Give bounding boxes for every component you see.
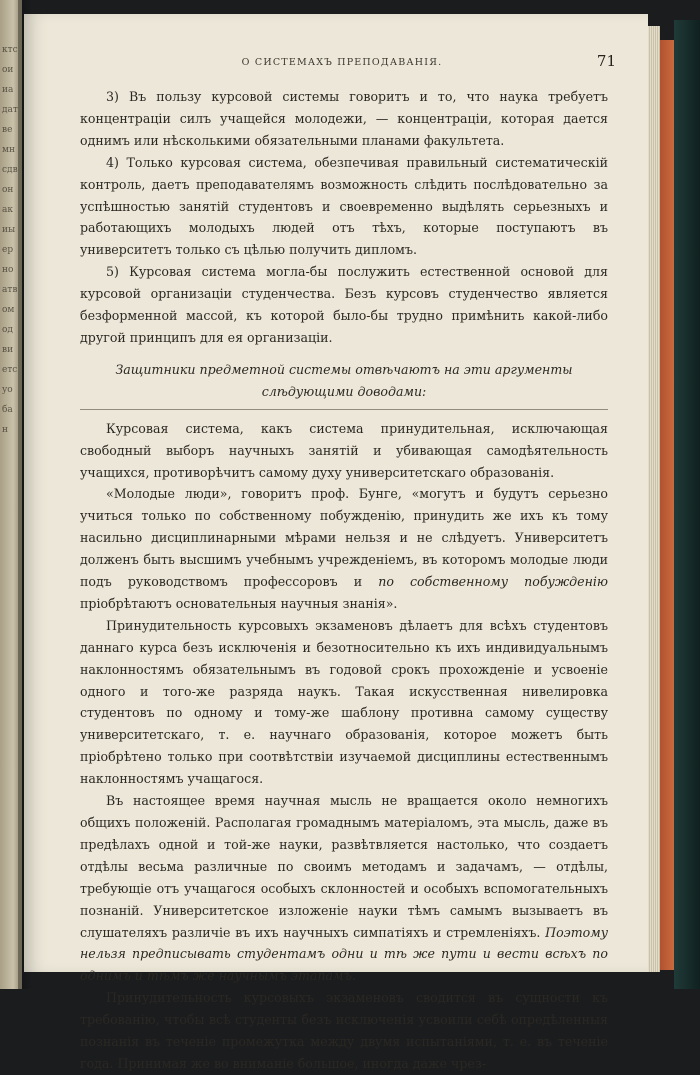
section-divider [80, 409, 608, 410]
paragraph-scientific-thought [80, 790, 608, 987]
quote-text-end: пріобрѣтаютъ основательныя научныя знанія». [80, 595, 398, 611]
thought-italic: Поэтому нельзя предписывать студентамъ одни и тѣ же пути и вести всѣхъ по однимъ и тѣмъ же научнымъ этапамъ. [80, 924, 608, 984]
lead-in-italic: Защитники предметной системы отвѣчаютъ на эти аргументы слѣдующими доводами: [115, 361, 573, 399]
book-cover-edge [660, 40, 674, 970]
paragraph-point-5: 5) Курсовая система могла-бы послужить естественной основой для курсовой организаціи студенчества. Безъ курсовъ студенчество является безформенной массой, къ которой было-бы трудно примѣнить какой-либо другой принципъ для ея организаціи. [80, 264, 608, 345]
paragraph-point-3: 3) Въ пользу курсовой системы говоритъ и то, что наука требуетъ концентраціи силъ учащейся молодежи, — концентраціи, которая дается однимъ или нѣсколькими обязательными планами факультета. [80, 89, 608, 148]
page-header [68, 52, 616, 74]
paragraph-point-4: 4) Только курсовая система, обезпечивая правильный систематическій контроль, даетъ преподавателямъ возможность слѣдить послѣдовательно за успѣшностью занятій студентовъ и своевременно выдѣлять серьезныхъ и работающихъ молодыхъ людей отъ тѣхъ, которые поступаютъ въ университетъ только съ цѣлью получить дипломъ. [80, 154, 608, 258]
quote-italic: по собственному побужденію [378, 574, 608, 590]
page-body [80, 86, 608, 1075]
page-edges [648, 26, 660, 972]
left-page-margin-text: ктсоииадатвемнсдвонакиыерноатвомодвиетсуобан [2, 45, 18, 435]
thought-text: Въ настоящее время научная мысль не вращается около немногихъ общихъ положеній. Располагая громаднымъ матеріаломъ, эта мысль, даже въ предѣлахъ одной и той-же науки, развѣтвляется настолько, что создаетъ отдѣлы весьма различные по своимъ методамъ и задачамъ, — отдѣлы, требующіе отъ учащагося особыхъ склонностей и особыхъ вспомогательныхъ познаній. Университетское изложеніе науки тѣмъ самымъ вызываетъ въ слушателяхъ различіе въ ихъ научныхъ симпатіяхъ и стремленіяхъ. [80, 793, 608, 940]
paragraph-compulsory: Курсовая система, какъ система принудительная, исключающая свободный выборъ научныхъ занятій и убивающая самодѣятельность учащихся, противорѣчитъ самому духу университетскаго образованія. [80, 420, 608, 480]
page-number: 71 [596, 52, 616, 70]
book-cover-spine [674, 20, 700, 989]
paragraph-exams: Принудительность курсовыхъ экзаменовъ дѣлаетъ для всѣхъ студентовъ даннаго курса безъ исключенія и безотносительно къ ихъ индивидуальнымъ наклонностямъ обязательнымъ въ годовой срокъ прохожденіе и усвоеніе одного и того-же разряда наукъ. Такая искусственная нивелировка студентовъ по одному и тому-же шаблону противна самому существу университетскаго, т. е. научнаго образованія, которое можетъ быть пріобрѣтено только при соотвѣтствіи изучаемой дисциплины естественнымъ наклонностямъ учащагося. [80, 617, 608, 787]
running-head: О СИСТЕМАХЪ ПРЕПОДАВАНІЯ. [241, 57, 443, 68]
paragraph-requirement: Принудительность курсовыхъ экзаменовъ сводится въ сущности къ требованію, чтобы всѣ студенты безъ исключенія усвоили себѣ опредѣленныя познанія въ теченіе промежутка между двумя испытаніями, т. е. въ теченіе года. Принимая же во вниманіе большое, иногда даже чрез- [80, 990, 608, 1071]
quote-text-start: «Молодые люди», говоритъ проф. Бунге, «могутъ и будутъ серьезно учиться только по собственному побужденію, принудить же ихъ къ тому насильно дисциплинарными мѣрами нельзя и не слѣдуетъ. Университетъ долженъ быть высшимъ учебнымъ учрежденіемъ, въ которомъ молодые люди подъ руководствомъ профессоровъ и [80, 486, 608, 590]
paragraph-bunge-quote [80, 483, 608, 614]
